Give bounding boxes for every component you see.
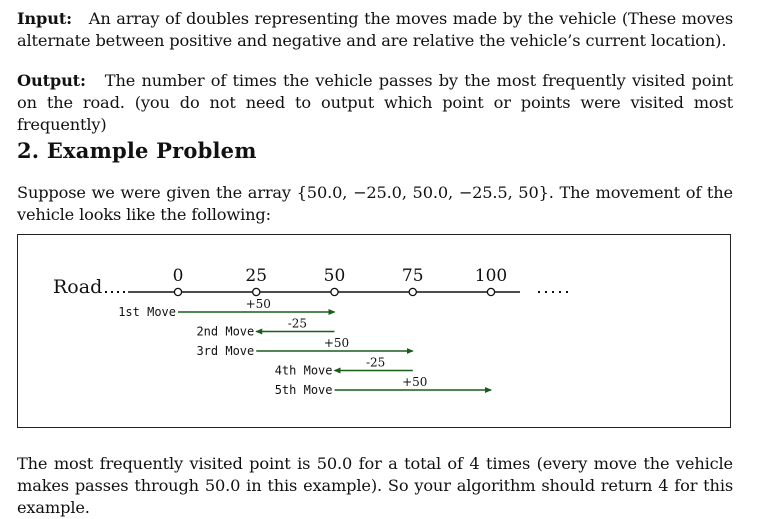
- conclusion-text: The most frequently visited point is 50.0 for a total of 4 times (every move the vehicle makes passes through 50.0 in this example). So your algorithm should return 4 for this example.: [17, 454, 733, 517]
- tick-label: 25: [245, 266, 268, 286]
- output-label: Output:: [17, 71, 86, 90]
- tick-label: 100: [474, 266, 508, 286]
- move-delta: +50: [245, 297, 271, 311]
- move-label: 4th Move: [274, 363, 333, 378]
- move-delta: -25: [365, 355, 386, 370]
- road-figure: [17, 234, 731, 428]
- input-text: An array of doubles representing the moves made by the vehicle (These moves alternate between positive and negative and are relative the vehicle’s current location).: [17, 9, 733, 50]
- tick-label: 50: [323, 266, 346, 286]
- tick-point: [174, 288, 181, 295]
- move-delta: -25: [287, 316, 308, 331]
- move-label: 1st Move: [118, 305, 176, 319]
- move-delta: +50: [323, 336, 350, 350]
- move-label: 5th Move: [274, 383, 333, 397]
- tick-label: 75: [401, 266, 424, 286]
- section-heading: 2. Example Problem: [17, 138, 257, 163]
- tick-point: [409, 288, 416, 295]
- move-label: 2nd Move: [196, 324, 255, 339]
- input-description: [17, 8, 733, 52]
- road-diagram: [18, 235, 730, 427]
- example-text: Suppose we were given the array {50.0, −25.0, 50.0, −25.5, 50}. The movement of the vehicle looks like the following:: [17, 183, 733, 224]
- tick-label: 0: [172, 266, 184, 286]
- tick-point: [487, 288, 494, 295]
- output-text: The number of times the vehicle passes by the most frequently visited point on the road. (you do not need to output which point or points were visited most frequently): [17, 71, 733, 134]
- tick-point: [253, 288, 260, 295]
- tick-point: [331, 288, 338, 295]
- road-label: Road: [53, 276, 103, 298]
- output-description: [17, 70, 733, 136]
- move-label: 3rd Move: [196, 344, 255, 358]
- input-label: Input:: [17, 9, 72, 28]
- move-delta: +50: [402, 375, 428, 389]
